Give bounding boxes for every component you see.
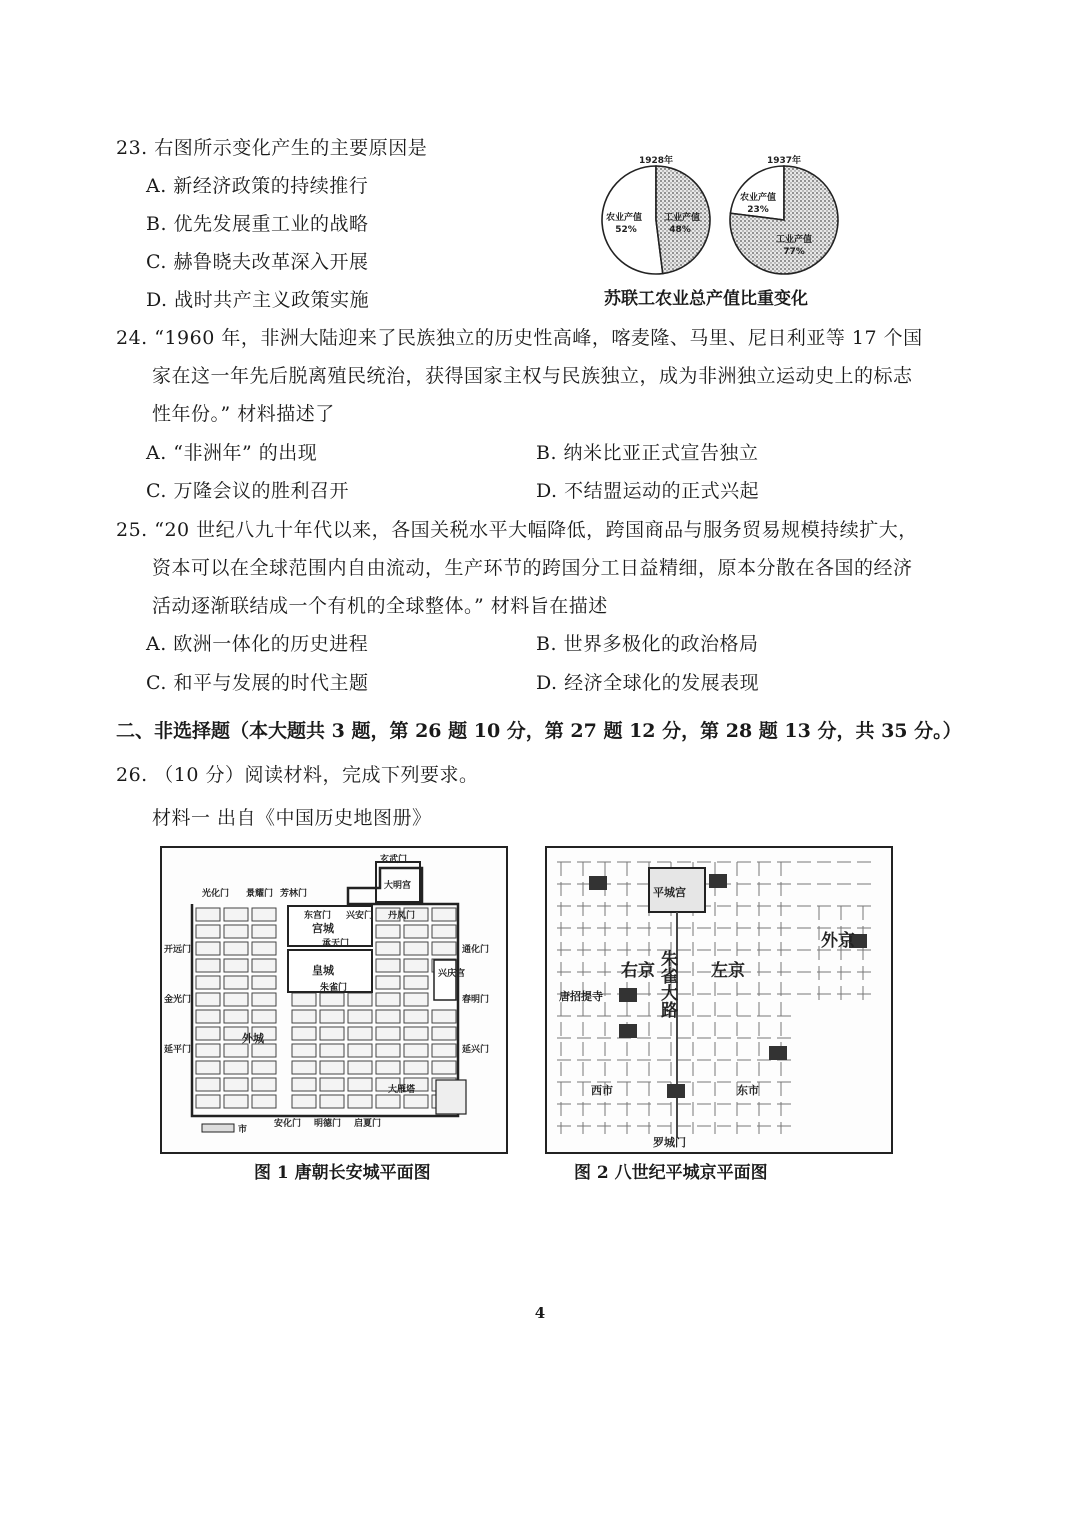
q24-option-d: D. 不结盟运动的正式兴起 xyxy=(536,480,760,502)
west-market-label: 西市 xyxy=(591,1084,613,1097)
city-ward xyxy=(292,1095,316,1108)
city-ward xyxy=(320,993,344,1006)
city-ward xyxy=(196,976,220,989)
xuanwu-gate-label: 玄武门 xyxy=(380,855,408,865)
city-ward xyxy=(292,993,316,1006)
q25-line-3: 活动逐渐联结成一个有机的全球整体。” 材料旨在描述 xyxy=(152,595,608,617)
fanglin-gate-label: 芳林门 xyxy=(280,889,308,899)
kaiyuan-gate-label: 开远门 xyxy=(164,945,192,955)
city-ward xyxy=(196,959,220,972)
city-ward xyxy=(252,1061,276,1074)
legend-label: 市 xyxy=(238,1125,248,1135)
pie2-agri-label: 农业产值 xyxy=(739,193,777,203)
chunming-gate-label: 春明门 xyxy=(462,995,490,1005)
yanxing-gate-label: 延兴门 xyxy=(462,1045,490,1055)
city-ward xyxy=(404,1027,428,1040)
city-ward xyxy=(404,993,428,1006)
city-ward xyxy=(404,976,428,989)
city-ward xyxy=(432,908,456,921)
city-ward xyxy=(252,959,276,972)
city-ward xyxy=(404,1095,428,1108)
city-ward xyxy=(292,1078,316,1091)
donggong-gate-label: 东宫门 xyxy=(304,911,332,921)
city-ward xyxy=(348,1010,372,1023)
anhua-gate-label: 安化门 xyxy=(274,1119,302,1129)
pie2-agri-pct: 23% xyxy=(747,205,769,215)
city-ward xyxy=(196,908,220,921)
dayan-pagoda-label: 大雁塔 xyxy=(388,1085,416,1095)
city-ward xyxy=(196,1078,220,1091)
city-ward xyxy=(432,1061,456,1074)
tonghua-gate-label: 通化门 xyxy=(462,945,490,955)
pie1-agri-label: 农业产值 xyxy=(605,213,643,223)
city-ward xyxy=(404,1061,428,1074)
xingqing-palace-label: 兴庆宫 xyxy=(438,969,466,979)
city-ward xyxy=(196,942,220,955)
city-ward xyxy=(404,925,428,938)
city-ward xyxy=(404,959,428,972)
jinguang-gate-label: 金光门 xyxy=(164,995,192,1005)
pie1-ind-pct: 48% xyxy=(669,225,691,235)
city-ward xyxy=(432,925,456,938)
jingyao-gate-label: 景耀门 xyxy=(246,889,274,899)
q25-line-1: 25. “20 世纪八九十年代以来，各国关税水平大幅降低，跨国商品与服务贸易规模持续扩大， xyxy=(116,519,918,541)
city-ward xyxy=(432,1044,456,1057)
city-ward xyxy=(320,1044,344,1057)
city-ward xyxy=(348,1078,372,1091)
city-ward xyxy=(224,908,248,921)
city-ward xyxy=(404,1044,428,1057)
figure-2-heijokyo-map xyxy=(545,846,893,1154)
toshodaiji-label: 唐招提寺 xyxy=(559,990,603,1003)
city-ward xyxy=(196,993,220,1006)
outer-capital-label: 外京 xyxy=(821,931,855,951)
city-ward xyxy=(376,925,400,938)
pie1-agri-pct: 52% xyxy=(615,225,637,235)
city-ward xyxy=(224,1061,248,1074)
city-ward xyxy=(252,908,276,921)
city-ward xyxy=(432,1027,456,1040)
city-ward xyxy=(404,1010,428,1023)
q25-option-a: A. 欧洲一体化的历史进程 xyxy=(146,633,369,655)
city-ward xyxy=(224,959,248,972)
heijokyo-map-svg xyxy=(547,848,891,1152)
chart-caption: 苏联工农业总产值比重变化 xyxy=(604,289,808,309)
city-ward xyxy=(196,925,220,938)
city-ward xyxy=(320,1061,344,1074)
q24-option-a: A. “非洲年” 的出现 xyxy=(146,442,318,464)
city-ward xyxy=(224,1095,248,1108)
city-ward xyxy=(348,1027,372,1040)
pie-1937 xyxy=(730,166,838,274)
q25-option-c: C. 和平与发展的时代主题 xyxy=(146,672,369,694)
city-ward xyxy=(348,1095,372,1108)
q25-option-b: B. 世界多极化的政治格局 xyxy=(536,633,759,655)
city-ward xyxy=(432,1010,456,1023)
city-ward xyxy=(376,976,400,989)
heijo-palace-label: 平城宫 xyxy=(653,886,686,899)
material-1-source: 材料一 出自《中国历史地图册》 xyxy=(152,807,432,829)
city-ward xyxy=(320,1010,344,1023)
q23-option-a: A. 新经济政策的持续推行 xyxy=(146,175,369,197)
city-ward xyxy=(252,976,276,989)
q24-option-c: C. 万隆会议的胜利召开 xyxy=(146,480,349,502)
city-ward xyxy=(252,993,276,1006)
city-ward xyxy=(376,1027,400,1040)
city-ward xyxy=(292,1044,316,1057)
q24-line-3: 性年份。” 材料描述了 xyxy=(152,403,335,425)
rajomon-gate-label: 罗城门 xyxy=(653,1136,686,1149)
pie1-ind-label: 工业产值 xyxy=(663,213,701,223)
city-ward xyxy=(224,1044,248,1057)
city-ward xyxy=(404,942,428,955)
city-ward xyxy=(252,942,276,955)
q25-option-d: D. 经济全球化的发展表现 xyxy=(536,672,760,694)
city-ward xyxy=(224,942,248,955)
city-ward xyxy=(292,1027,316,1040)
chengtian-gate-label: 承天门 xyxy=(322,939,350,949)
city-ward xyxy=(292,1061,316,1074)
city-ward xyxy=(320,1027,344,1040)
city-ward xyxy=(252,1078,276,1091)
figure-1-caption: 图 1 唐朝长安城平面图 xyxy=(254,1163,431,1183)
qixia-gate-label: 启夏门 xyxy=(354,1119,382,1129)
city-ward xyxy=(348,1061,372,1074)
guanghua-gate-label: 光化门 xyxy=(202,889,230,899)
city-ward xyxy=(376,1061,400,1074)
palace-city-label: 宫城 xyxy=(312,922,334,935)
city-ward xyxy=(224,976,248,989)
city-ward xyxy=(224,1010,248,1023)
danfeng-gate-label: 丹凤门 xyxy=(388,911,416,921)
east-market-label: 东市 xyxy=(737,1084,759,1097)
q26-stem: 26. （10 分）阅读材料，完成下列要求。 xyxy=(116,764,479,786)
city-ward xyxy=(196,1044,220,1057)
city-ward xyxy=(348,1044,372,1057)
q23-option-b: B. 优先发展重工业的战略 xyxy=(146,213,369,235)
q23-stem: 23. 右图所示变化产生的主要原因是 xyxy=(116,137,428,159)
page-number: 4 xyxy=(534,1304,546,1322)
city-ward xyxy=(196,1095,220,1108)
city-ward xyxy=(432,942,456,955)
figure-2-caption: 图 2 八世纪平城京平面图 xyxy=(574,1163,768,1183)
city-ward xyxy=(224,925,248,938)
mingde-gate-label: 明德门 xyxy=(314,1119,342,1129)
city-ward xyxy=(376,959,400,972)
city-ward xyxy=(252,1044,276,1057)
imperial-city-label: 皇城 xyxy=(312,964,334,977)
left-capital-label: 左京 xyxy=(711,961,745,981)
xingan-gate-label: 兴安门 xyxy=(346,911,374,921)
city-ward xyxy=(376,1010,400,1023)
city-ward xyxy=(320,1095,344,1108)
pie1-year-label: 1928年 xyxy=(638,156,674,166)
city-ward xyxy=(376,1095,400,1108)
city-ward xyxy=(376,942,400,955)
city-ward xyxy=(224,1078,248,1091)
city-ward xyxy=(252,925,276,938)
yanping-gate-label: 延平门 xyxy=(164,1045,192,1055)
city-ward xyxy=(252,1010,276,1023)
city-ward xyxy=(320,1078,344,1091)
section-2-heading: 二、非选择题（本大题共 3 题，第 26 题 10 分，第 27 题 12 分，第 28 题 13 分，共 35 分。） xyxy=(116,720,962,742)
right-capital-label: 右京 xyxy=(621,961,655,981)
city-ward xyxy=(196,1027,220,1040)
outer-city-label: 外城 xyxy=(242,1032,264,1045)
pie2-ind-pct: 77% xyxy=(783,247,805,257)
city-ward xyxy=(348,993,372,1006)
suzaku-avenue-label: 朱雀大路 xyxy=(657,950,677,1018)
q24-line-2: 家在这一年先后脱离殖民统治，获得国家主权与民族独立，成为非洲独立运动史上的标志 xyxy=(152,365,913,387)
q23-option-d: D. 战时共产主义政策实施 xyxy=(146,289,370,311)
daming-palace-label: 大明宫 xyxy=(384,881,412,891)
changan-map-svg xyxy=(162,848,506,1152)
city-ward xyxy=(376,993,400,1006)
pie2-year-label: 1937年 xyxy=(766,156,802,166)
pie-charts xyxy=(588,148,856,282)
q25-line-2: 资本可以在全球范围内自由流动，生产环节的跨国分工日益精细，原本分散在各国的经济 xyxy=(152,557,913,579)
city-ward xyxy=(196,1010,220,1023)
city-ward xyxy=(252,1095,276,1108)
figure-1-changan-map xyxy=(160,846,508,1154)
city-ward xyxy=(224,993,248,1006)
city-ward xyxy=(292,1010,316,1023)
city-ward xyxy=(376,1044,400,1057)
q24-option-b: B. 纳米比亚正式宣告独立 xyxy=(536,442,759,464)
pie2-ind-label: 工业产值 xyxy=(775,235,813,245)
zhuque-gate-label: 朱雀门 xyxy=(320,983,348,993)
q23-option-c: C. 赫鲁晓夫改革深入开展 xyxy=(146,251,369,273)
q24-line-1: 24. “1960 年，非洲大陆迎来了民族独立的历史性高峰，喀麦隆、马里、尼日利亚等 17 个国 xyxy=(116,327,923,349)
city-ward xyxy=(196,1061,220,1074)
